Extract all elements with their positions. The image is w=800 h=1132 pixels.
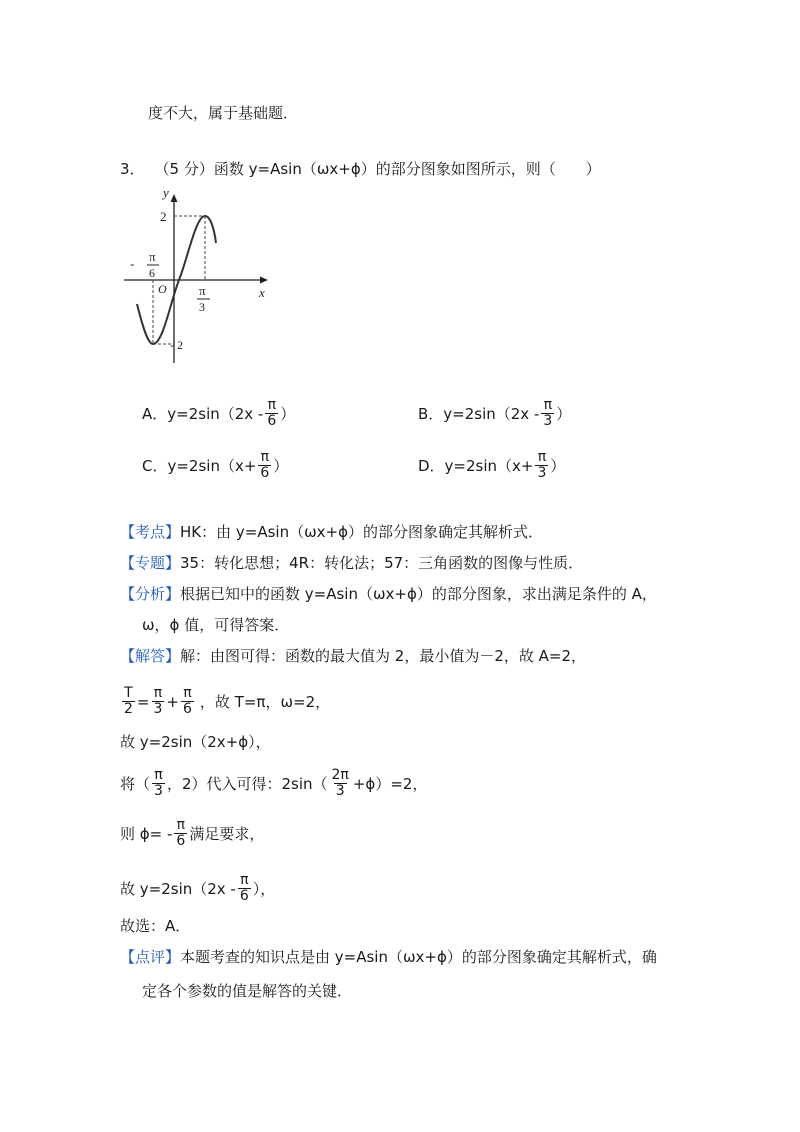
sine-graph [118, 183, 278, 368]
option-d-fraction: $\frac{\pi}{3}$ [537, 449, 547, 481]
zhuanti-tag: 【专题】 [120, 554, 181, 572]
y-axis-label: y [163, 185, 169, 200]
kaodian-tag: 【考点】 [120, 523, 181, 541]
solution-step-2: $\frac{T}{2}$ = $\frac{\pi}{3}$ + $\frac{\pi}{6}$ ，故 T=π，ω=2， [124, 685, 331, 717]
option-c-fraction: $\frac{\pi}{6}$ [260, 449, 270, 481]
solution-step-3: 故 y=2sin（2x+ϕ）， [120, 733, 271, 751]
dianping-line-2: 定各个参数的值是解答的关键． [142, 982, 353, 1000]
fenxi-line-2: ω，ϕ 值，可得答案． [142, 616, 290, 634]
dianping-tag: 【点评】 [120, 948, 181, 966]
option-a[interactable]: A．y=2sin（2x - $\frac{\pi}{6}$ ） [142, 397, 296, 429]
option-b-fraction: $\frac{\pi}{3}$ [543, 397, 553, 429]
neg-pi-6-den: 6 [149, 266, 155, 280]
y-min-neg: - [170, 338, 174, 352]
origin-label: O [158, 282, 167, 296]
pi-3-num: π [199, 283, 206, 298]
dianping-line-1: 【点评】 本题考查的知识点是由 y=Asin（ωx+ϕ）的部分图象确定其解析式，确 [120, 948, 657, 966]
fenxi-line-1: 【分析】 根据已知中的函数 y=Asin（ωx+ϕ）的部分图象，求出满足条件的 A， [120, 585, 657, 603]
neg-pi-6-sign: - [130, 256, 135, 271]
continued-text: 度不大，属于基础题． [148, 104, 299, 122]
solution-step-7: 故选：A． [120, 917, 191, 935]
zhuanti-line: 【专题】 35：转化思想；4R：转化法；57：三角函数的图像与性质． [120, 554, 584, 572]
solution-step-5: 则 ϕ= - $\frac{\pi}{6}$ 满足要求， [120, 817, 265, 849]
y-max-label: 2 [160, 209, 167, 224]
fenxi-tag: 【分析】 [120, 585, 181, 603]
y-min-value: 2 [177, 338, 183, 352]
option-b[interactable]: B．y=2sin（2x - $\frac{\pi}{3}$ ） [418, 397, 572, 429]
question-text: （5 分）函数 y=Asin（ωx+ϕ）的部分图象如图所示，则（ ） [154, 160, 601, 178]
x-axis-arrow [260, 277, 268, 284]
jieda-tag: 【解答】 [120, 647, 181, 665]
option-a-fraction: $\frac{\pi}{6}$ [267, 397, 277, 429]
jieda-line-1: 【解答】 解：由图可得：函数的最大值为 2，最小值为－2，故 A=2， [120, 647, 587, 665]
solution-step-4: 将（ $\frac{\pi}{3}$ ，2）代入可得：2sin（ $\frac{2\pi}{3}$ +ϕ）=2， [120, 767, 428, 799]
option-c[interactable]: C．y=2sin（x+ $\frac{\pi}{6}$ ） [142, 449, 289, 481]
option-d[interactable]: D．y=2sin（x+ $\frac{\pi}{3}$ ） [418, 449, 566, 481]
solution-step-6: 故 y=2sin（2x - $\frac{\pi}{6}$ ）， [120, 872, 276, 904]
question-number: 3． [120, 160, 145, 178]
y-axis-arrow [171, 194, 178, 202]
x-axis-label: x [259, 285, 265, 300]
neg-pi-6-num: π [149, 249, 156, 264]
pi-3-den: 3 [199, 300, 205, 314]
kaodian-line: 【考点】 HK：由 y=Asin（ωx+ϕ）的部分图象确定其解析式． [120, 523, 543, 541]
question-stem [120, 158, 601, 180]
